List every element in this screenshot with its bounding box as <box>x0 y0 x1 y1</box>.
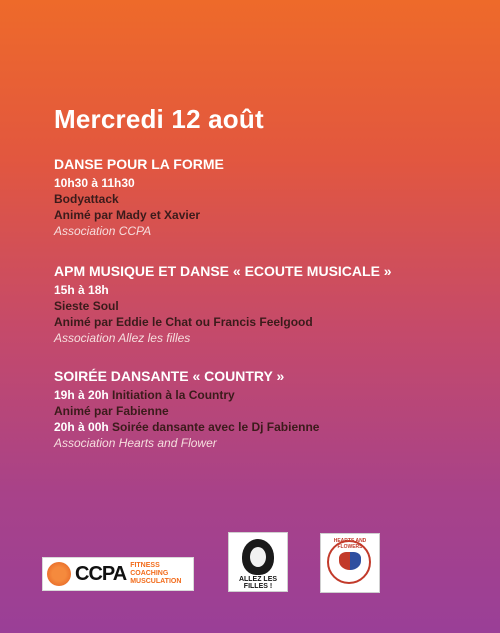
event-activity: Initiation à la Country <box>112 388 235 402</box>
event-time: 15h à 18h <box>54 283 109 297</box>
hearts-logo-text: HEARTS AND FLOWERS <box>333 538 367 550</box>
hand-icon <box>47 562 71 586</box>
event-activity: Bodyattack <box>54 192 119 206</box>
event-association: Association Allez les filles <box>54 331 191 345</box>
event-title: APM MUSIQUE ET DANSE « ECOUTE MUSICALE » <box>54 263 392 279</box>
event-time: 19h à 20h <box>54 388 109 402</box>
ccpa-logo <box>42 557 194 591</box>
event-title: DANSE POUR LA FORME <box>54 156 224 172</box>
event-time: 10h30 à 11h30 <box>54 176 135 190</box>
event-list <box>54 156 474 475</box>
event-item <box>54 263 474 346</box>
ccpa-tag-fitness: FITNESS <box>130 562 160 569</box>
event-host: Animé par Eddie le Chat ou Francis Feelgood <box>54 315 313 329</box>
event-activity: Soirée dansante avec le Dj Fabienne <box>112 420 320 434</box>
ccpa-brand: CCPA <box>75 562 127 585</box>
heart-flag-icon <box>339 552 361 570</box>
hearts-and-flowers-logo <box>320 533 380 593</box>
allez-les-filles-logo <box>228 532 288 592</box>
ccpa-tagline <box>130 562 181 586</box>
event-schedule-line <box>54 387 474 403</box>
event-item <box>54 368 474 451</box>
ccpa-tag-coaching: COACHING <box>130 570 169 577</box>
event-time: 20h à 00h <box>54 420 109 434</box>
event-association: Association Hearts and Flower <box>54 436 217 450</box>
event-activity: Sieste Soul <box>54 299 119 313</box>
woman-silhouette-icon <box>242 539 274 575</box>
event-schedule-line <box>54 419 474 435</box>
ccpa-tag-musculation: MUSCULATION <box>130 578 182 585</box>
event-host: Animé par Fabienne <box>54 404 169 418</box>
event-host: Animé par Mady et Xavier <box>54 208 201 222</box>
allez-logo-text: ALLEZ LES FILLES ! <box>238 576 278 590</box>
event-item <box>54 156 474 239</box>
event-association: Association CCPA <box>54 224 152 238</box>
event-title: SOIRÉE DANSANTE « COUNTRY » <box>54 368 285 384</box>
page-title: Mercredi 12 août <box>54 104 264 134</box>
